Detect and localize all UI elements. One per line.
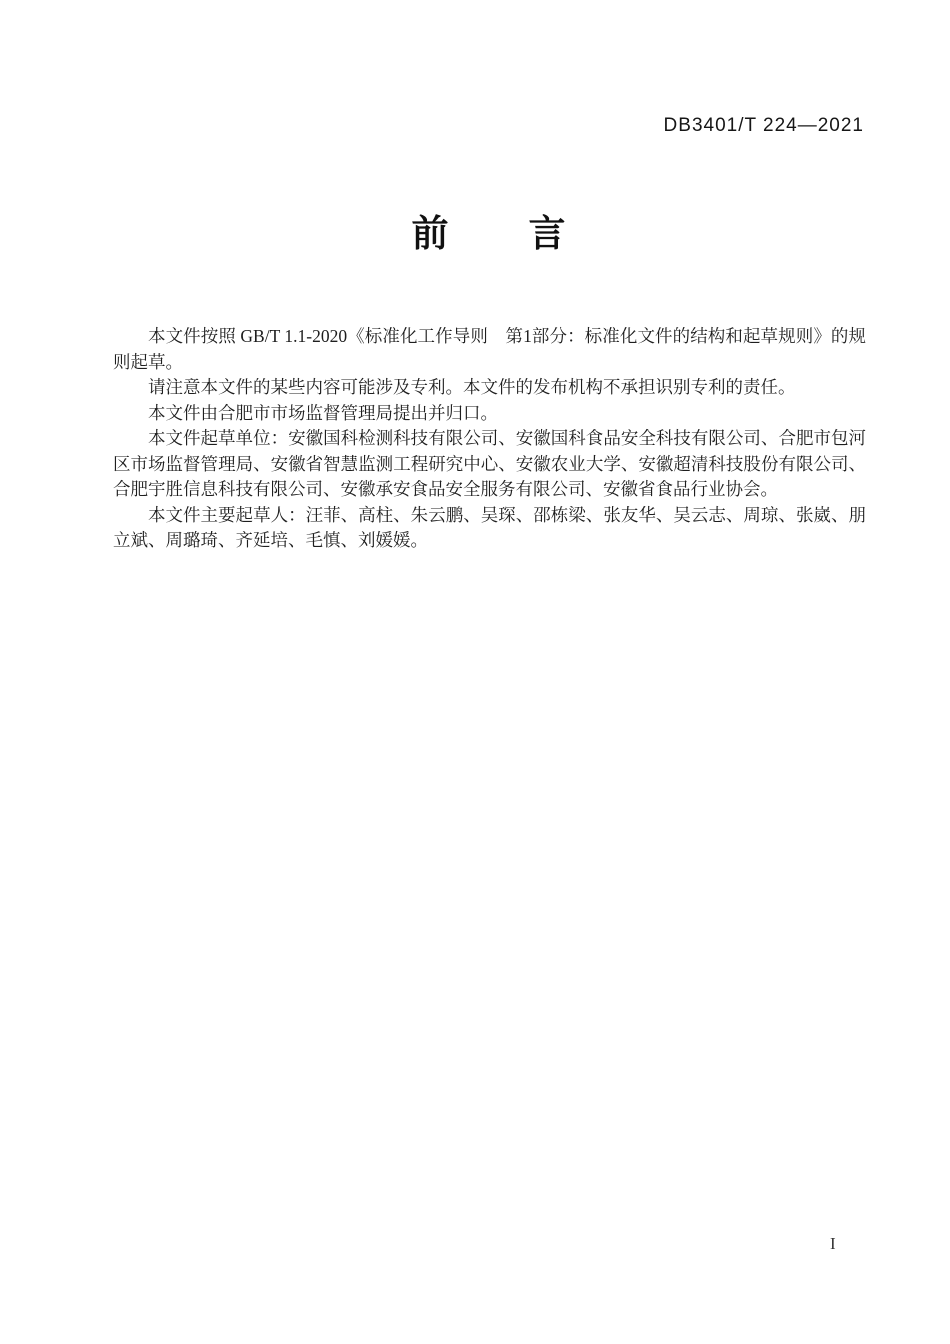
page-number: I (830, 1234, 836, 1253)
foreword-paragraph-drafting-organizations: 本文件起草单位：安徽国科检测科技有限公司、安徽国科食品安全科技有限公司、合肥市包河区市场监督管理局、安徽省智慧监测工程研究中心、安徽农业大学、安徽超清科技股份有限公司、合肥宇胜信息科技有限公司、安徽承安食品安全服务有限公司、安徽省食品行业协会。 (113, 428, 866, 499)
foreword-paragraph-basis: 本文件按照 GB/T 1.1-2020《标准化工作导则 第1部分：标准化文件的结构和起草规则》的规则起草。 (113, 326, 866, 372)
foreword-paragraph-patent-notice: 请注意本文件的某些内容可能涉及专利。本文件的发布机构不承担识别专利的责任。 (148, 377, 796, 397)
foreword-paragraph-drafters: 本文件主要起草人：汪菲、高柱、朱云鹏、吴琛、邵栋梁、张友华、吴云志、周琼、张崴、朋立斌、周璐琦、齐延培、毛慎、刘媛媛。 (113, 504, 866, 550)
foreword-body (113, 324, 866, 554)
foreword-title: 前 言 (411, 213, 568, 254)
foreword-paragraph-proposer: 本文件由合肥市市场监督管理局提出并归口。 (148, 402, 498, 423)
standard-code: DB3401/T 224—2021 (663, 115, 864, 136)
